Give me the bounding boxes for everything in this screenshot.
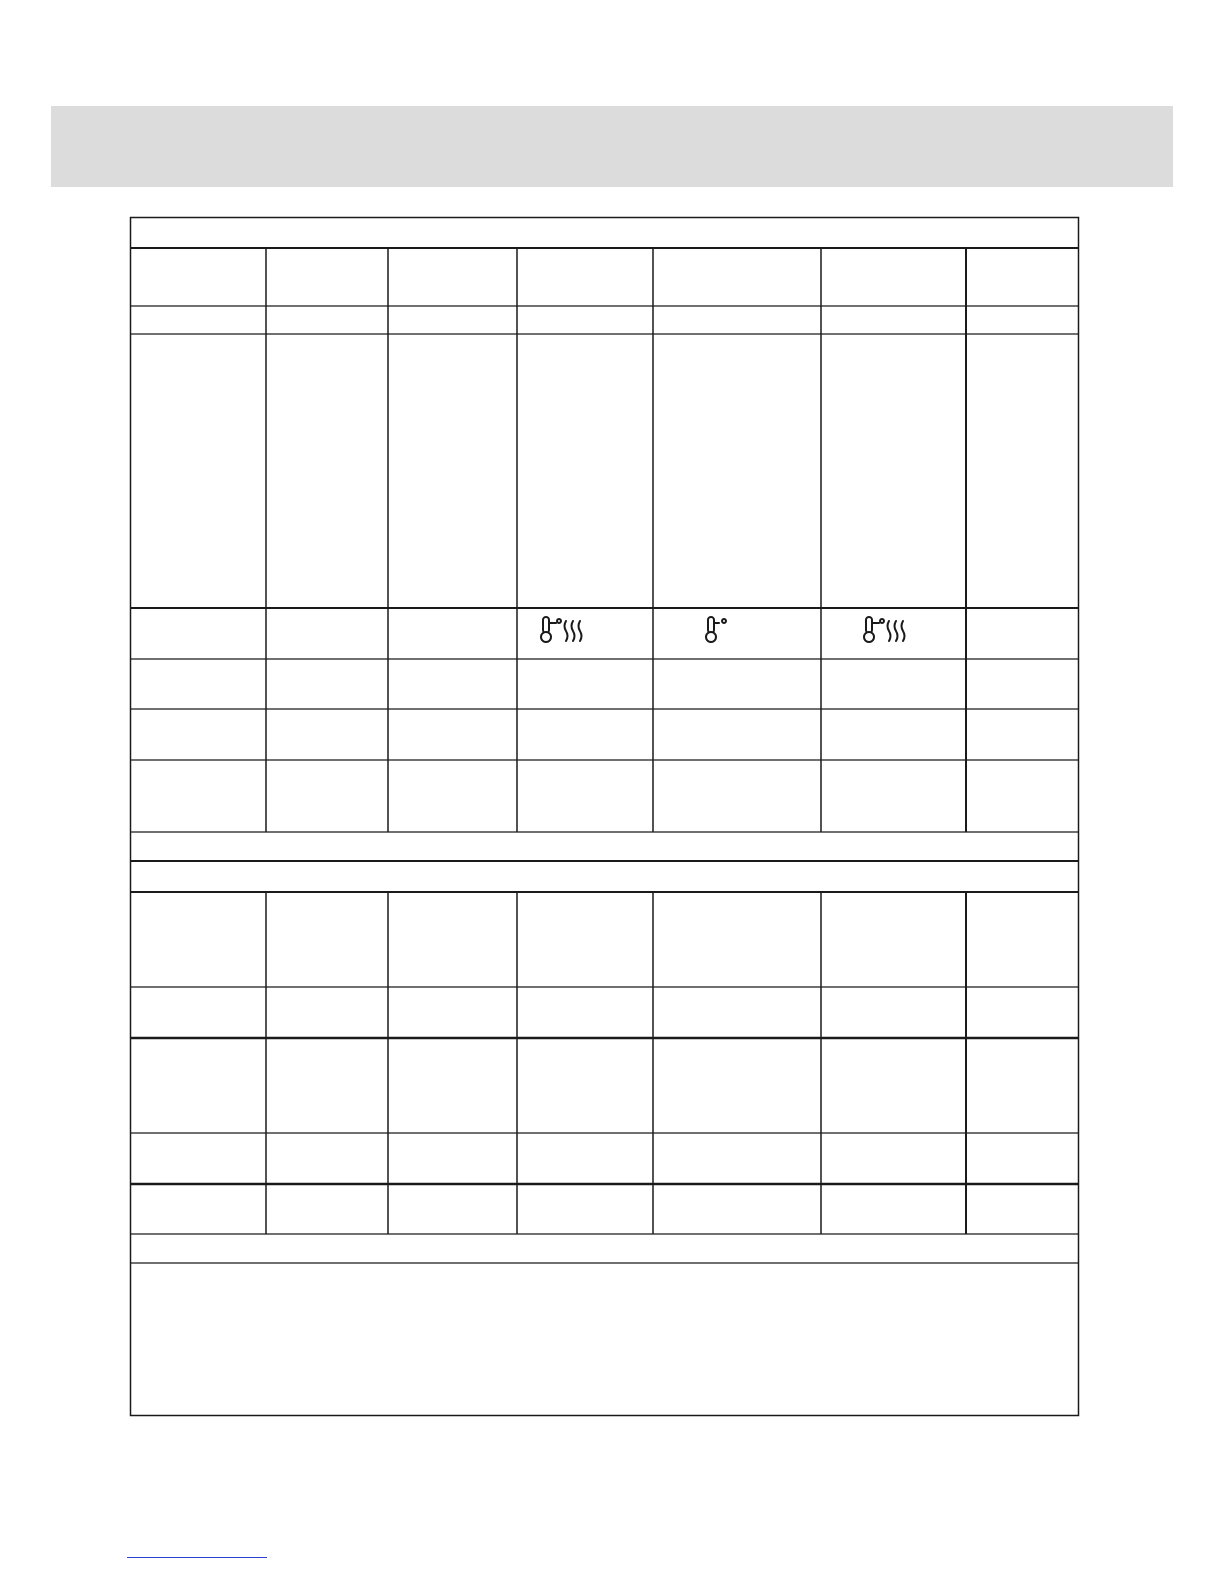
table-border <box>131 218 1079 1416</box>
header-band <box>51 106 1173 187</box>
thermometer-heat-icon <box>864 617 905 642</box>
table-grid <box>130 217 1079 1416</box>
spec-table <box>130 217 1079 1416</box>
footer-link[interactable] <box>127 1557 267 1558</box>
thermometer-icon <box>706 617 726 642</box>
thermometer-heat-icon <box>541 617 582 642</box>
